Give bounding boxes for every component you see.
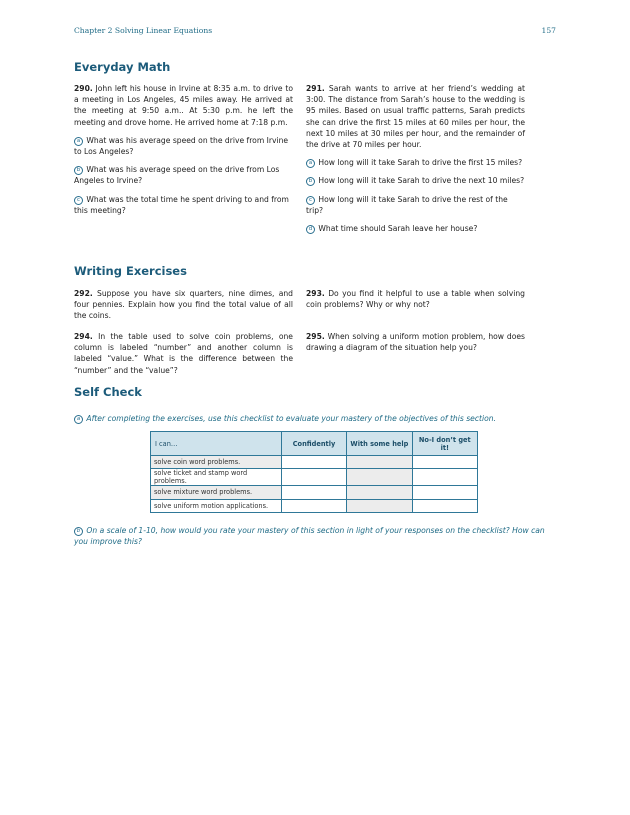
exercise-290-c [74, 194, 293, 216]
exercise-number: 291. [306, 84, 325, 93]
exercise-number: 292. [74, 289, 93, 298]
part-text: How long will it take Sarah to drive the first 15 miles? [318, 158, 523, 168]
part-text: What time should Sarah leave her house? [318, 224, 478, 234]
table-row [151, 486, 478, 499]
running-header [74, 26, 556, 35]
exercise-291-b [306, 175, 525, 186]
part-text: What was his average speed on the drive from Los Angeles to Irvine? [74, 165, 280, 186]
part-c-badge: c [306, 196, 315, 205]
checklist-item: solve mixture word problems. [151, 486, 282, 499]
column-header: I can… [151, 432, 282, 456]
exercise-291-a [306, 157, 525, 168]
exercise-292 [74, 288, 293, 329]
self-check-b [74, 525, 558, 547]
part-d-badge: d [306, 225, 315, 234]
writing-exercises-title: Writing Exercises [74, 264, 187, 278]
part-text: How long will it take Sarah to drive the rest of the trip? [306, 194, 508, 215]
exercise-body: Suppose you have six quarters, nine dimes, and four pennies. Explain how you find the total value of all the coins. [74, 289, 293, 321]
part-a-badge: a [74, 137, 83, 146]
exercise-291 [306, 83, 525, 241]
column-header: With some help [347, 432, 412, 456]
dont-get-it-cell[interactable] [412, 469, 477, 486]
exercise-295-text [306, 331, 525, 353]
exercise-number: 295. [306, 332, 325, 341]
exercise-body: Sarah wants to arrive at her friend’s wedding at 3:00. The distance from Sarah’s house to the wedding is 95 miles. Based on usual traffic patterns, Sarah predicts she can drive the first 15 miles at 60 miles per hour, the next 10 miles at 30 miles per hour, and the remainder of the drive at 70 miles per hour. [306, 84, 525, 150]
with-some-help-cell[interactable] [347, 456, 412, 469]
exercise-number: 293. [306, 289, 325, 298]
table-row [151, 499, 478, 512]
exercise-291-d [306, 223, 525, 234]
exercise-290 [74, 83, 293, 223]
exercise-number: 290. [74, 84, 93, 93]
chapter-title: Chapter 2 Solving Linear Equations [74, 26, 213, 35]
confidently-cell[interactable] [281, 499, 346, 512]
part-a-badge: a [74, 415, 83, 424]
exercise-290-b [74, 164, 293, 186]
exercise-290-text [74, 83, 293, 128]
exercise-295 [306, 331, 525, 360]
self-check-title: Self Check [74, 385, 142, 399]
table-header-row [151, 432, 478, 456]
dont-get-it-cell[interactable] [412, 456, 477, 469]
exercise-body: In the table used to solve coin problems, one column is labeled “number” and another column is labeled “value.” What is the difference between the “number” and the “value”? [74, 332, 293, 375]
exercise-body: When solving a uniform motion problem, how does drawing a diagram of the situation help you? [306, 332, 525, 353]
self-check-a [74, 413, 558, 424]
exercise-293-text [306, 288, 525, 310]
page-number: 157 [541, 26, 556, 35]
exercise-292-text [74, 288, 293, 322]
exercise-293 [306, 288, 525, 317]
part-c-badge: c [74, 196, 83, 205]
part-text: How long will it take Sarah to drive the next 10 miles? [318, 176, 525, 186]
dont-get-it-cell[interactable] [412, 486, 477, 499]
self-check-table [150, 431, 478, 513]
self-check-b-text: On a scale of 1-10, how would you rate your mastery of this section in light of your responses on the checklist? How can you improve this? [74, 526, 545, 547]
confidently-cell[interactable] [281, 486, 346, 499]
part-text: What was the total time he spent driving to and from this meeting? [74, 194, 289, 215]
part-a-badge: a [306, 159, 315, 168]
checklist-item: solve coin word problems. [151, 456, 282, 469]
part-b-badge: b [306, 177, 315, 186]
confidently-cell[interactable] [281, 469, 346, 486]
table-row [151, 469, 478, 486]
exercise-body: John left his house in Irvine at 8:35 a.m. to drive to a meeting in Los Angeles, 45 miles away. He arrived at the meeting at 9:50 a.m.. At 5:30 p.m. he left the meeting and drove home. He arrived home at 7:18 p.m. [74, 84, 293, 127]
part-b-badge: b [74, 166, 83, 175]
exercise-294 [74, 331, 293, 383]
exercise-body: Do you find it helpful to use a table when solving coin problems? Why or why not? [306, 289, 525, 310]
exercise-291-c [306, 194, 525, 216]
part-text: What was his average speed on the drive from Irvine to Los Angeles? [74, 135, 289, 157]
column-header: No-I don’t get it! [412, 432, 477, 456]
with-some-help-cell[interactable] [347, 486, 412, 499]
with-some-help-cell[interactable] [347, 469, 412, 486]
everyday-math-title: Everyday Math [74, 60, 171, 74]
column-header: Confidently [281, 432, 346, 456]
with-some-help-cell[interactable] [347, 499, 412, 512]
exercise-number: 294. [74, 332, 93, 341]
dont-get-it-cell[interactable] [412, 499, 477, 512]
table-row [151, 456, 478, 469]
part-b-badge: b [74, 527, 83, 536]
checklist-item: solve uniform motion applications. [151, 499, 282, 512]
checklist-item: solve ticket and stamp word problems. [151, 469, 282, 486]
exercise-294-text [74, 331, 293, 376]
exercise-290-a [74, 135, 293, 157]
self-check-a-text: After completing the exercises, use this checklist to evaluate your mastery of the objectives of this section. [86, 414, 496, 423]
exercise-291-text [306, 83, 525, 150]
confidently-cell[interactable] [281, 456, 346, 469]
